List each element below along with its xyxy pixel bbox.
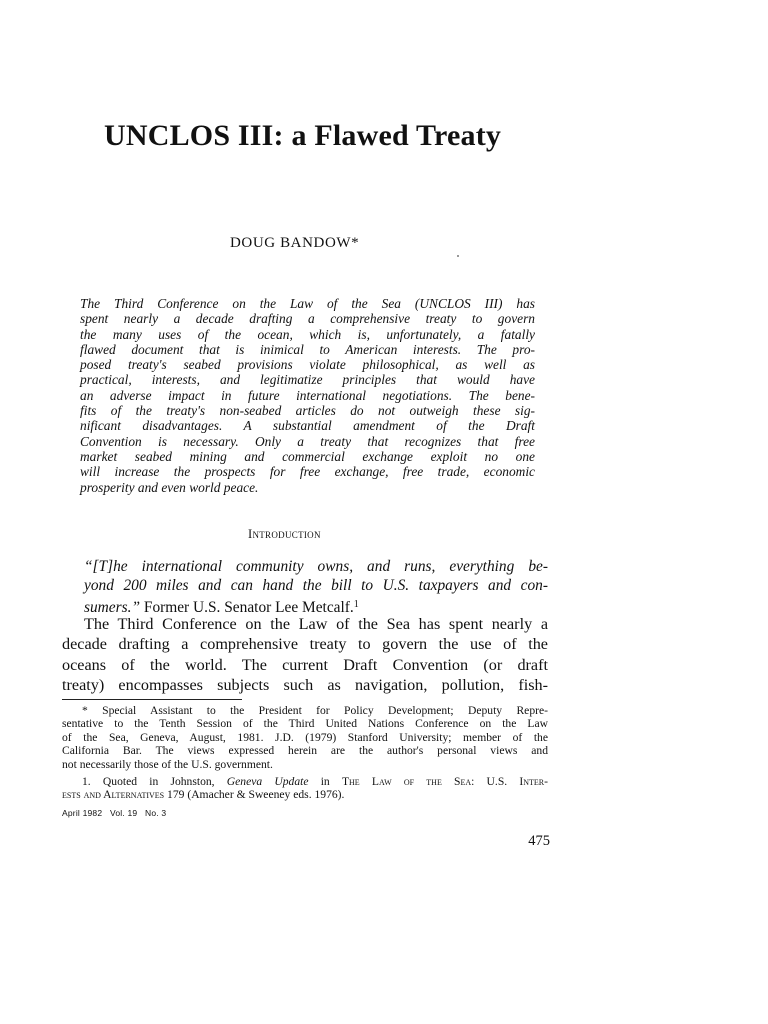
section-heading: Introduction <box>248 527 321 541</box>
footnote-star-line: * Special Assistant to the President for Policy Development; Deputy Repre- <box>82 704 548 717</box>
footnote-divider <box>62 699 242 700</box>
epigraph-quote-end: sumers.” <box>84 599 141 616</box>
footnote-1-line <box>62 788 548 801</box>
issue-info: April 1982 Vol. 19 No. 3 <box>62 808 167 818</box>
abstract-line: market seabed mining and commercial exchange exploit no one <box>80 448 535 464</box>
footnote-1-book: The Law of the Sea <box>341 775 472 789</box>
abstract-line: will increase the prospects for free exchange, free trade, economic <box>80 464 535 480</box>
body-line: oceans of the world. The current Draft Convention (or draft <box>62 655 548 674</box>
epigraph-attribution: Former U.S. Senator Lee Metcalf. <box>140 599 354 616</box>
footnotes <box>62 704 548 802</box>
footnote-1-line <box>62 775 548 788</box>
abstract-line: posed treaty's seabed provisions violate philosophical, as well as <box>80 357 535 373</box>
abstract-line: spent nearly a decade drafting a comprehensive treaty to govern <box>80 311 535 327</box>
article-title: UNCLOS III: a Flawed Treaty <box>104 119 502 152</box>
abstract-line: prosperity and even world peace. <box>80 479 259 495</box>
abstract-line: nificant disadvantages. A substantial amendment of the Draft <box>80 418 535 434</box>
footnote-reference: 1 <box>353 599 359 610</box>
footnote-star-line: not necessarily those of the U.S. government. <box>62 757 273 771</box>
body-line: decade drafting a comprehensive treaty to govern the use of the <box>62 635 548 654</box>
body-line: treaty) encompasses subjects such as navigation, pollution, fish- <box>62 676 548 695</box>
abstract-line: practical, interests, and legitimatize principles that would have <box>80 372 535 388</box>
abstract-line: an adverse impact in future international negotiations. The bene- <box>80 387 535 403</box>
scan-speck <box>457 255 459 257</box>
footnote-1-book: Inter- <box>519 775 548 789</box>
footnote-star-line: California Bar. The views expressed herein are the author's personal views and <box>62 744 548 758</box>
abstract-line: the many uses of the ocean, which is, unfortunately, a fatally <box>80 326 535 342</box>
abstract-line: Convention is necessary. Only a treaty that recognizes that free <box>80 433 535 449</box>
footnote-1-book: ests and Alternatives <box>62 788 165 802</box>
page-number: 475 <box>528 833 550 849</box>
epigraph-line: “[T]he international community owns, and runs, everything be- <box>84 558 548 575</box>
footnote-1-text: 179 (Amacher & Sweeney eds. 1976). <box>164 788 345 802</box>
abstract-line: fits of the treaty's non-seabed articles do not outweigh these sig- <box>80 403 535 419</box>
footnote-star-line: sentative to the Tenth Session of the Third United Nations Conference on the Law <box>62 717 548 731</box>
footnote-1-text: in <box>308 775 342 789</box>
epigraph <box>84 557 548 617</box>
footnote-star-line: of the Sea, Geneva, August, 1981. J.D. (1979) Stanford University; member of the <box>62 730 548 744</box>
footnote-1-text: : U.S. <box>471 775 520 789</box>
body-line: The Third Conference on the Law of the Sea has spent nearly a <box>84 615 548 633</box>
footnote-1-text: 1. Quoted in Johnston, <box>82 775 227 789</box>
body-paragraph <box>62 614 548 696</box>
author-name: DOUG BANDOW* <box>230 235 360 251</box>
footnote-1-article: Geneva Update <box>226 775 309 789</box>
abstract-line: flawed document that is inimical to American interests. The pro- <box>80 341 535 357</box>
abstract <box>80 296 535 495</box>
abstract-line: The Third Conference on the Law of the Sea (UNCLOS III) has <box>80 296 535 311</box>
epigraph-line: yond 200 miles and can hand the bill to U.S. taxpayers and con- <box>84 577 548 594</box>
